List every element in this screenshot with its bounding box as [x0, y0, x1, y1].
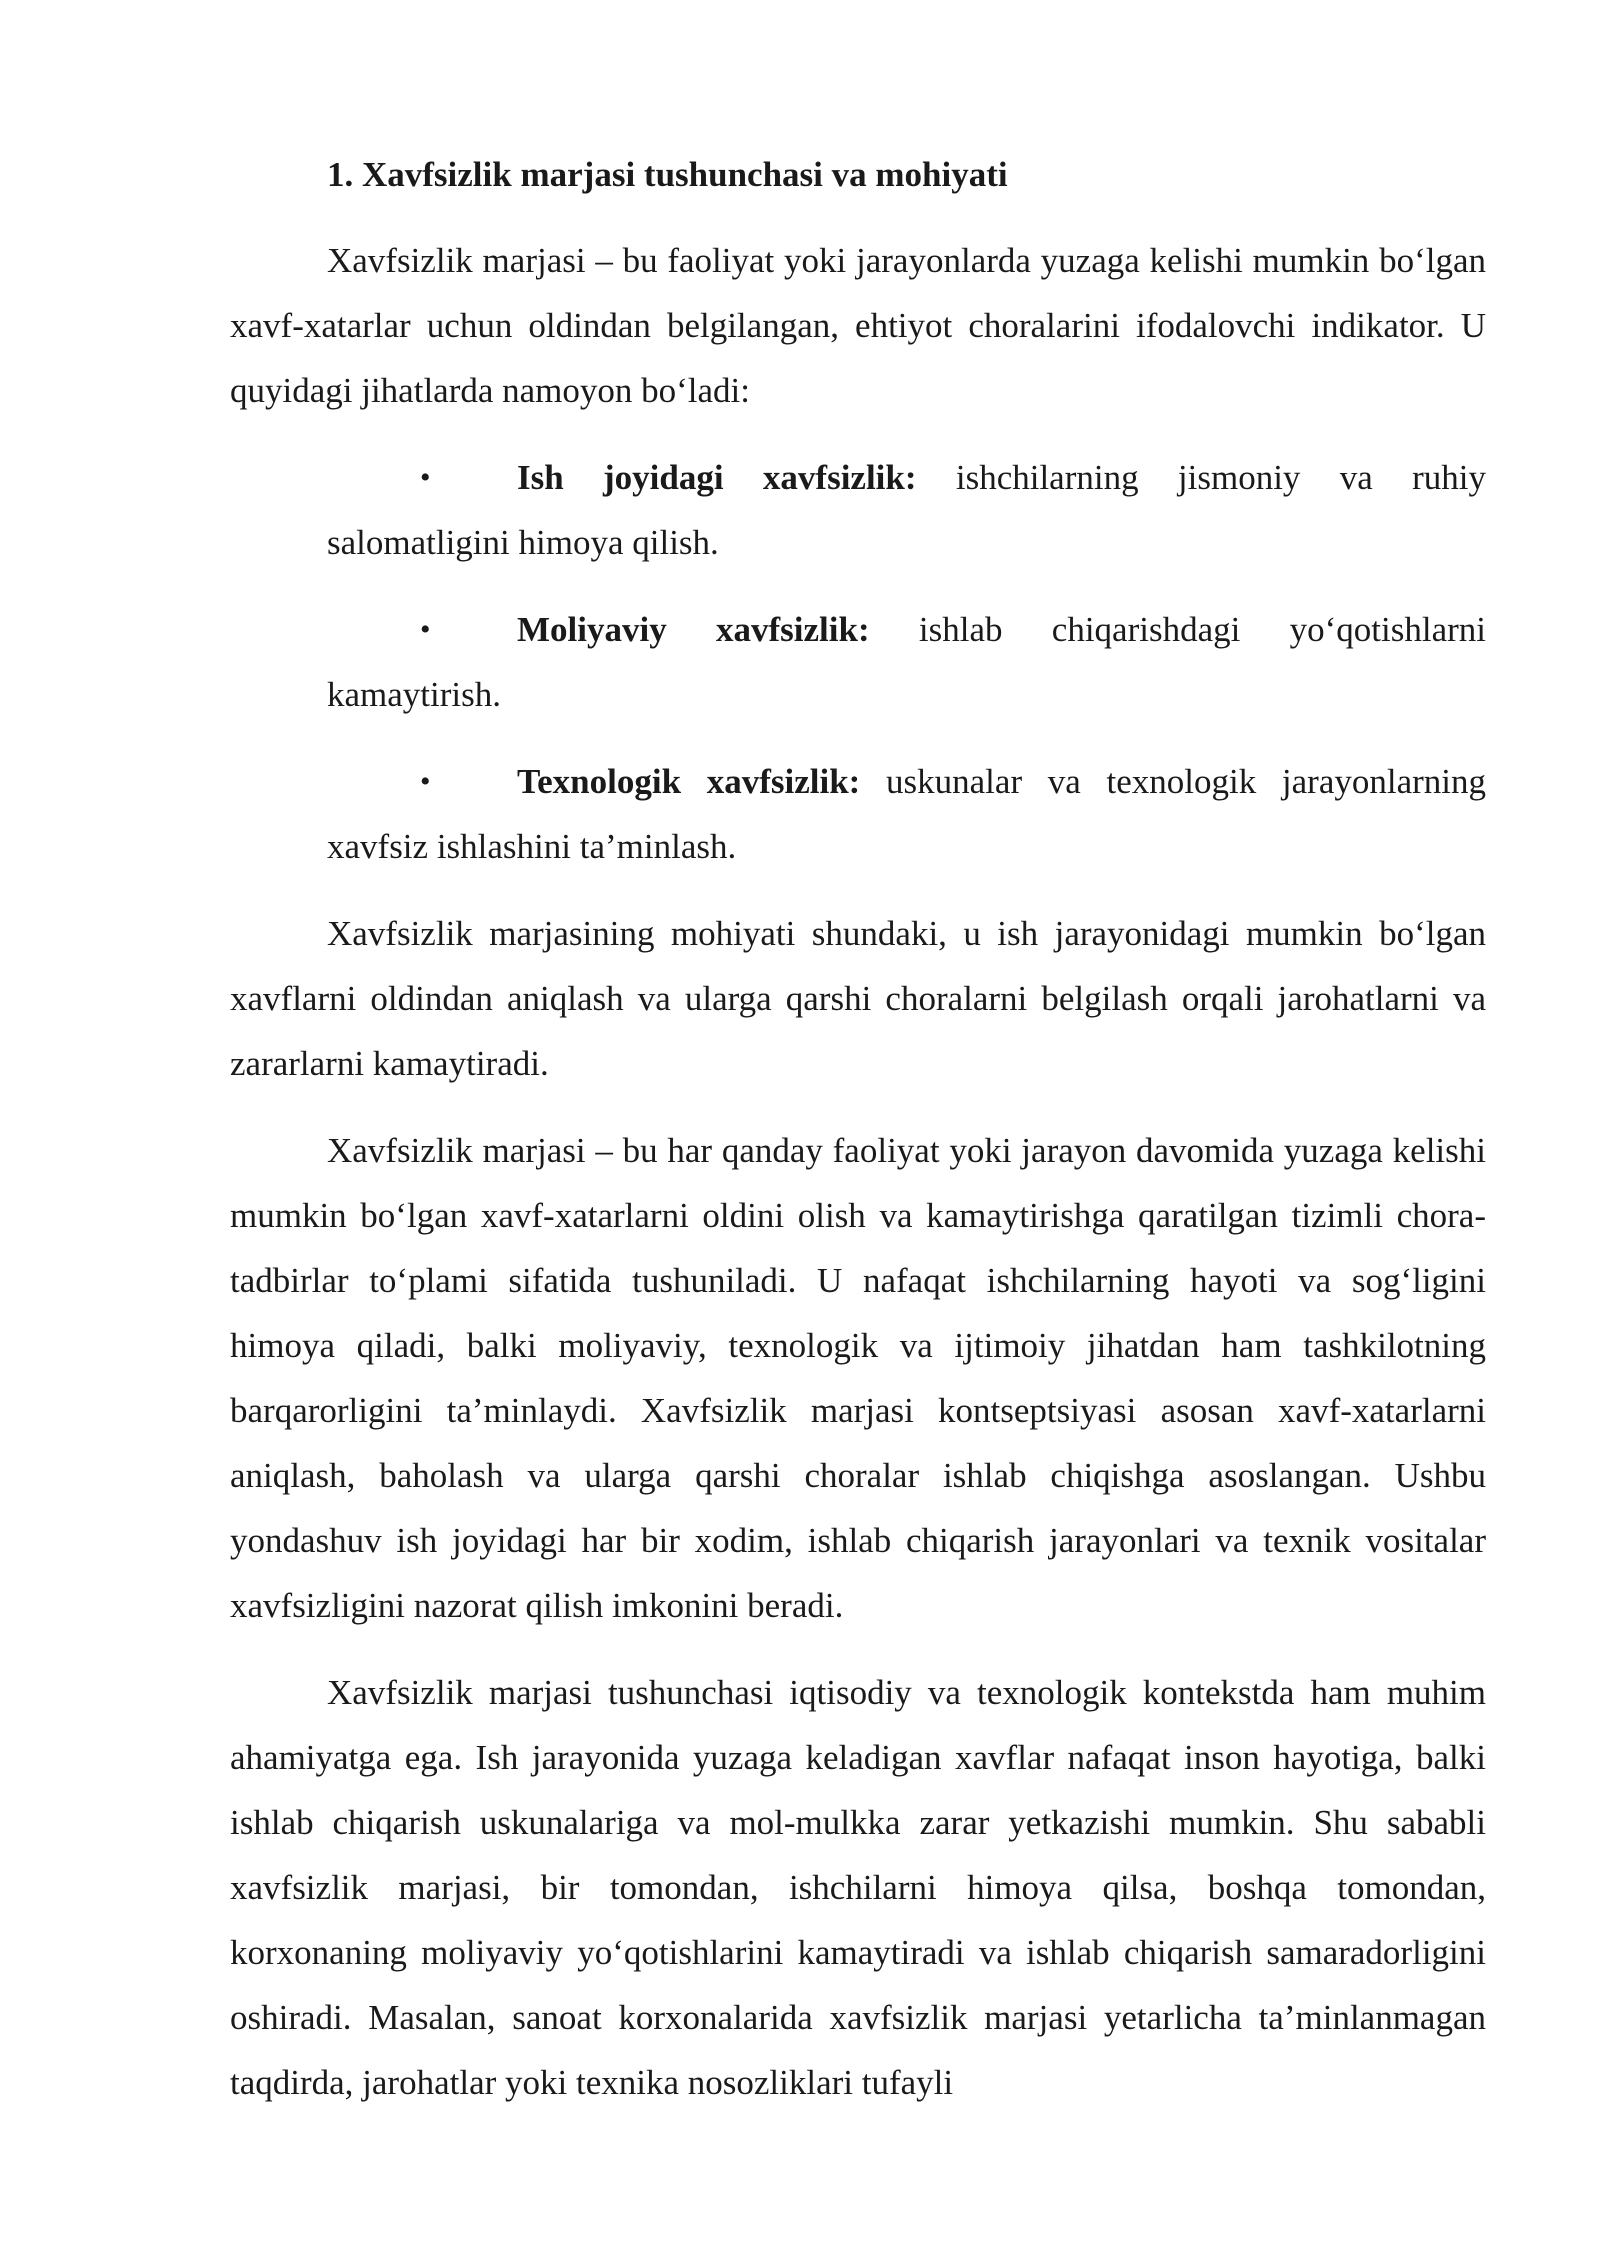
- bullet-item-financial-safety: [327, 597, 1486, 727]
- bullet-dot-icon: •: [420, 461, 431, 494]
- body-paragraph: Xavfsizlik marjasining mohiyati shundaki, u ish jarayonidagi mumkin bo‘lgan xavflarni oldindan aniqlash va ularga qarshi choralarni belgilash orqali jarohatlarni va zararlarni kamaytiradi.: [230, 914, 1486, 1083]
- bullet-term: Texnologik xavfsizlik:: [517, 762, 861, 801]
- bullet-term: Moliyaviy xavfsizlik:: [517, 610, 870, 649]
- intro-paragraph: Xavfsizlik marjasi – bu faoliyat yoki jarayonlarda yuzaga kelishi mumkin bo‘lgan xavf-xatarlar uchun oldindan belgilangan, ehtiyot choralarini ifodalovchi indikator. U quyidagi jihatlarda namoyon bo‘ladi:: [230, 241, 1486, 410]
- bullet-dot-icon: •: [420, 613, 431, 646]
- bullet-item-technological-safety: [327, 749, 1486, 879]
- bullet-item-workplace-safety: [327, 445, 1486, 575]
- bullet-text: ishlab chiqarishdagi yo‘qotishlarni kamaytirish.: [327, 610, 1486, 714]
- bullet-text: ishchilarning jismoniy va ruhiy salomatligini himoya qilish.: [327, 458, 1486, 562]
- bullet-text: uskunalar va texnologik jarayonlarning xavfsiz ishlashini ta’minlash.: [327, 762, 1486, 866]
- bullet-term: Ish joyidagi xavfsizlik:: [517, 458, 917, 497]
- body-paragraph: Xavfsizlik marjasi – bu har qanday faoliyat yoki jarayon davomida yuzaga kelishi mumkin bo‘lgan xavf-xatarlarni oldini olish va kamaytirishga qaratilgan tizimli chora-tadbirlar to‘plami sifatida tushuniladi. U nafaqat ishchilarning hayoti va sog‘ligini himoya qiladi, balki moliyaviy, texnologik va ijtimoiy jihatdan ham tashkilotning barqarorligini ta’minlaydi. Xavfsizlik marjasi kontseptsiyasi asosan xavf-xatarlarni aniqlash, baholash va ularga qarshi choralar ishlab chiqishga asoslangan. Ushbu yondashuv ish joyidagi har bir xodim, ishlab chiqarish jarayonlari va texnik vositalar xavfsizligini nazorat qilish imkonini beradi.: [230, 1131, 1486, 1625]
- bullet-dot-icon: •: [420, 765, 431, 798]
- document-page: [230, 150, 1486, 2137]
- section-heading: 1. Xavfsizlik marjasi tushunchasi va mohiyati: [327, 155, 1008, 194]
- body-paragraph: Xavfsizlik marjasi tushunchasi iqtisodiy va texnologik kontekstda ham muhim ahamiyatga ega. Ish jarayonida yuzaga keladigan xavflar nafaqat inson hayotiga, balki ishlab chiqarish uskunalariga va mol-mulkka zarar yetkazishi mumkin. Shu sababli xavfsizlik marjasi, bir tomondan, ishchilarni himoya qilsa, boshqa tomondan, korxonaning moliyaviy yo‘qotishlarini kamaytiradi va ishlab chiqarish samaradorligini oshiradi. Masalan, sanoat korxonalarida xavfsizlik marjasi yetarlicha ta’minlanmagan taqdirda, jarohatlar yoki texnika nosozliklari tufayli: [230, 1673, 1486, 2102]
